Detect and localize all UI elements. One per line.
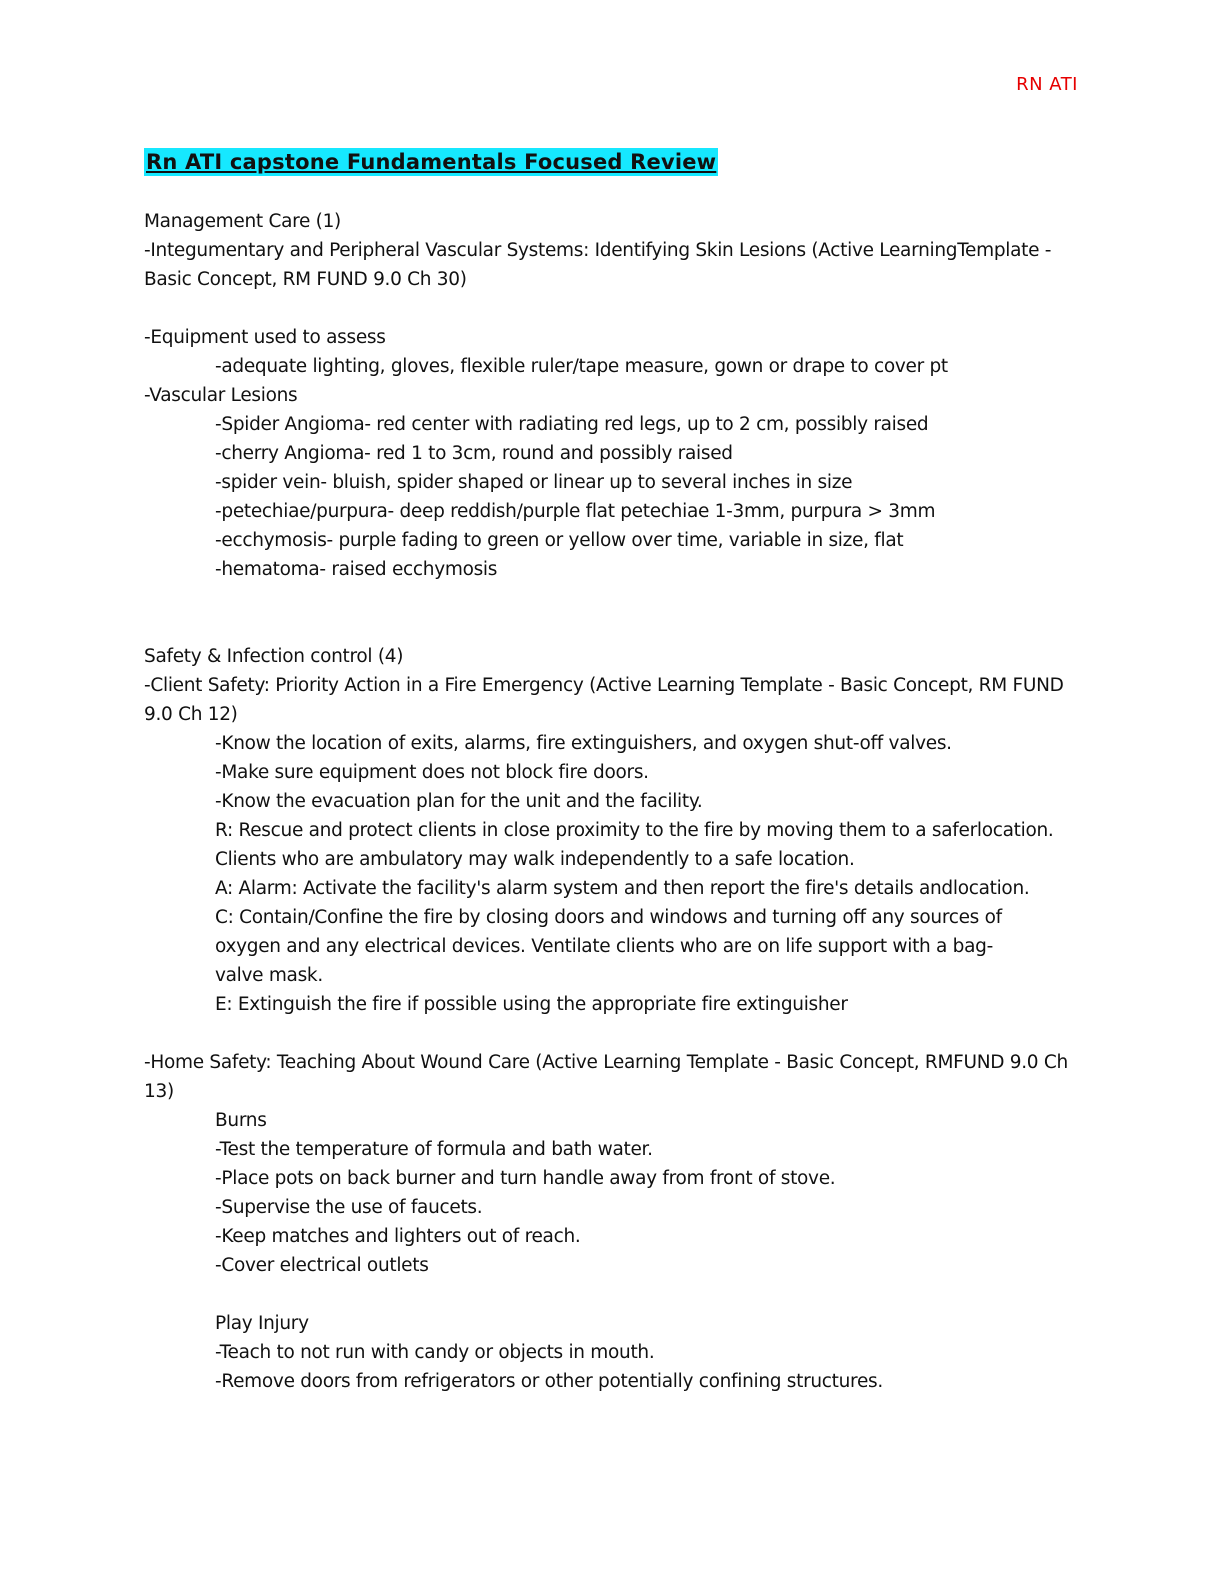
- list-item: -petechiae/purpura- deep reddish/purple flat petechiae 1-3mm, purpura > 3mm: [215, 501, 936, 522]
- page-title: Rn ATI capstone Fundamentals Focused Review: [146, 150, 717, 174]
- list-item: -spider vein- bluish, spider shaped or linear up to several inches in size: [215, 472, 853, 493]
- topic-skin-lesions: -Integumentary and Peripheral Vascular Systems: Identifying Skin Lesions (Active LearningTemplate - Basic Concept, RM FUND 9.0 Ch 30): [144, 240, 1052, 290]
- list-item: -Supervise the use of faucets.: [215, 1197, 483, 1218]
- equipment-label: -Equipment used to assess: [144, 327, 386, 348]
- topic-fire-emergency: -Client Safety: Priority Action in a Fire Emergency (Active Learning Template - Basic Concept, RM FUND 9.0 Ch 12): [144, 675, 1064, 725]
- section-heading-safety: Safety & Infection control (4): [144, 646, 404, 667]
- list-item: -Know the evacuation plan for the unit and the facility.: [215, 791, 703, 812]
- list-item: -Spider Angioma- red center with radiating red legs, up to 2 cm, possibly raised: [215, 414, 929, 435]
- race-rescue: R: Rescue and protect clients in close proximity to the fire by moving them to a saferlocation. Clients who are ambulatory may walk independently to a safe location.: [215, 820, 1054, 870]
- list-item: -Remove doors from refrigerators or other potentially confining structures.: [215, 1371, 883, 1392]
- list-item: -hematoma- raised ecchymosis: [215, 559, 498, 580]
- topic-home-safety: -Home Safety: Teaching About Wound Care (Active Learning Template - Basic Concept, RMFUND 9.0 Ch 13): [144, 1052, 1068, 1102]
- list-item: -ecchymosis- purple fading to green or yellow over time, variable in size, flat: [215, 530, 904, 551]
- list-item: -Place pots on back burner and turn handle away from front of stove.: [215, 1168, 836, 1189]
- list-item: -Know the location of exits, alarms, fire extinguishers, and oxygen shut-off valves.: [215, 733, 952, 754]
- list-item: -Teach to not run with candy or objects in mouth.: [215, 1342, 655, 1363]
- section-heading-management: Management Care (1): [144, 211, 341, 232]
- list-item: -cherry Angioma- red 1 to 3cm, round and possibly raised: [215, 443, 733, 464]
- list-item: -Make sure equipment does not block fire doors.: [215, 762, 649, 783]
- burns-label: Burns: [215, 1110, 267, 1131]
- spacer: [144, 294, 1084, 323]
- race-contain: C: Contain/Confine the fire by closing doors and windows and turning off any sources of oxygen and any electrical devices. Ventilate clients who are on life support with a bag-valve mask.: [215, 907, 1002, 986]
- list-item: -Test the temperature of formula and bath water.: [215, 1139, 653, 1160]
- vascular-lesions-label: -Vascular Lesions: [144, 385, 298, 406]
- list-item: -Keep matches and lighters out of reach.: [215, 1226, 581, 1247]
- play-injury-label: Play Injury: [215, 1313, 309, 1334]
- header-label: RN ATI: [1016, 74, 1078, 95]
- list-item: -Cover electrical outlets: [215, 1255, 429, 1276]
- spacer: [144, 1280, 1084, 1309]
- race-alarm: A: Alarm: Activate the facility's alarm system and then report the fire's details andlocation.: [215, 878, 1030, 899]
- document-body: [144, 207, 1084, 1396]
- equipment-detail: -adequate lighting, gloves, flexible ruler/tape measure, gown or drape to cover pt: [215, 356, 948, 377]
- spacer: [144, 1019, 1084, 1048]
- spacer: [144, 584, 1084, 642]
- race-extinguish: E: Extinguish the fire if possible using the appropriate fire extinguisher: [215, 994, 848, 1015]
